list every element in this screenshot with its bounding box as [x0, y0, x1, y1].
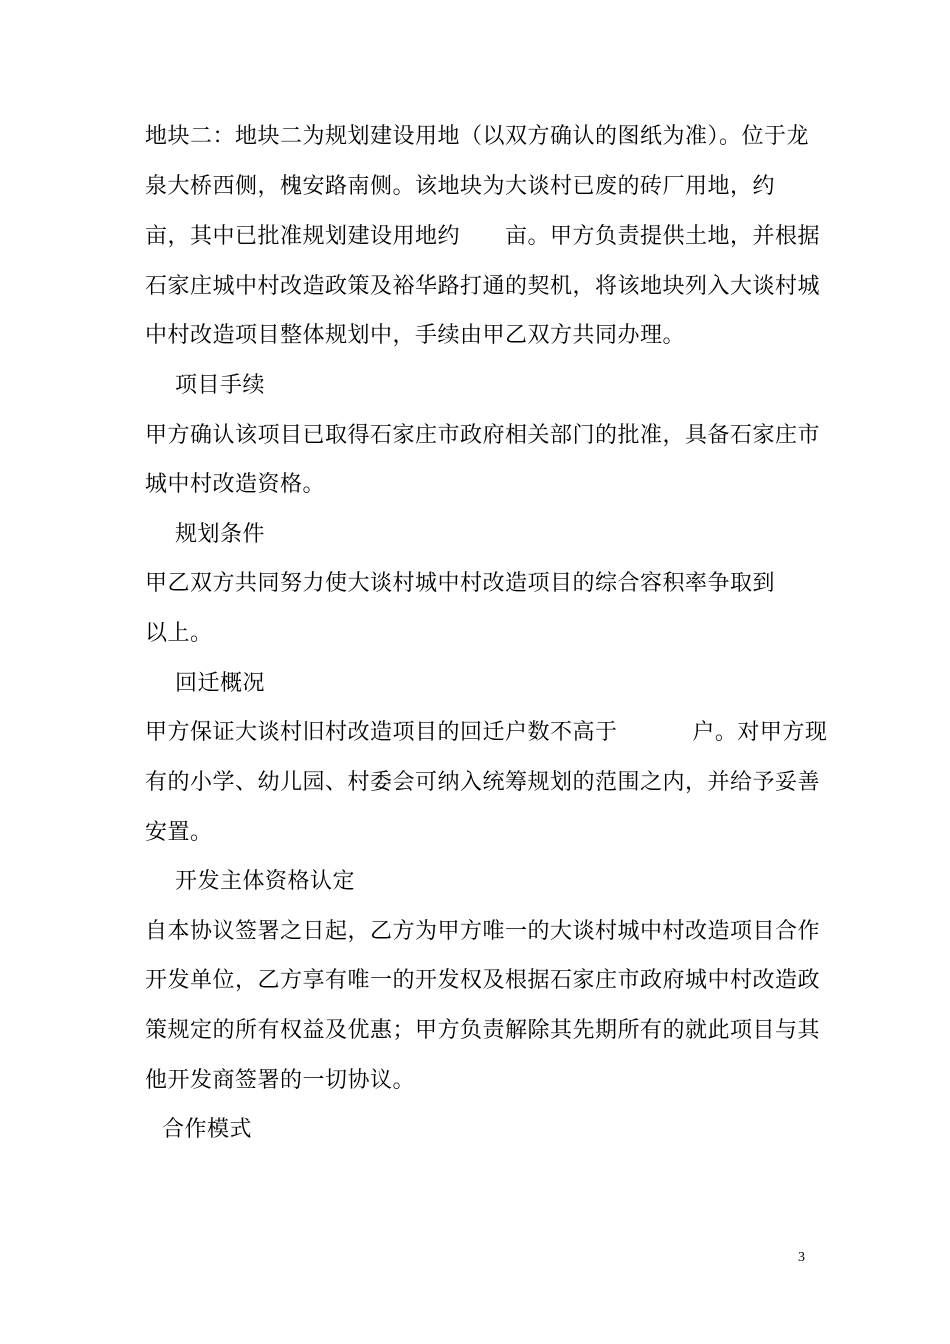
paragraph-line: 中村改造项目整体规划中，手续由甲乙双方共同办理。 [145, 323, 686, 348]
paragraph-line: 有的小学、幼儿园、村委会可纳入统筹规划的范围之内，并给予妥善 [145, 770, 821, 795]
section-heading: 项目手续 [175, 373, 266, 398]
paragraph-line: 甲方确认该项目已取得石家庄市政府相关部门的批准，具备石家庄市 [145, 423, 821, 448]
section-heading: 开发主体资格认定 [175, 869, 356, 894]
paragraph-line: 亩，其中已批准规划建设用地约 亩。甲方负责提供土地，并根据 [145, 224, 820, 249]
paragraph-line: 他开发商签署的一切协议。 [145, 1068, 416, 1093]
section-heading: 合作模式 [162, 1117, 253, 1142]
section-heading: 规划条件 [175, 522, 266, 547]
paragraph-line: 以上。 [145, 621, 213, 646]
paragraph-line: 甲乙双方共同努力使大谈村城中村改造项目的综合容积率争取到 [145, 571, 776, 596]
paragraph-line: 城中村改造资格。 [145, 472, 326, 497]
paragraph-line: 甲方保证大谈村旧村改造项目的回迁户数不高于 户。对甲方现 [145, 720, 828, 745]
section-heading: 回迁概况 [175, 671, 266, 696]
paragraph-line: 开发单位，乙方享有唯一的开发权及根据石家庄市政府城中村改造政 [145, 968, 821, 993]
paragraph-line: 自本协议签署之日起，乙方为甲方唯一的大谈村城中村改造项目合作 [145, 919, 821, 944]
paragraph-line: 石家庄城中村改造政策及裕华路打通的契机，将该地块列入大谈村城 [145, 274, 821, 299]
paragraph-line: 地块二：地块二为规划建设用地（以双方确认的图纸为准）。位于龙 [145, 124, 810, 149]
paragraph-line: 策规定的所有权益及优惠；甲方负责解除其先期所有的就此项目与其 [145, 1018, 821, 1043]
page-number: 3 [798, 1250, 805, 1265]
paragraph-line: 安置。 [145, 820, 213, 845]
paragraph-line: 泉大桥西侧，槐安路南侧。该地块为大谈村已废的砖厂用地，约 [145, 174, 776, 199]
